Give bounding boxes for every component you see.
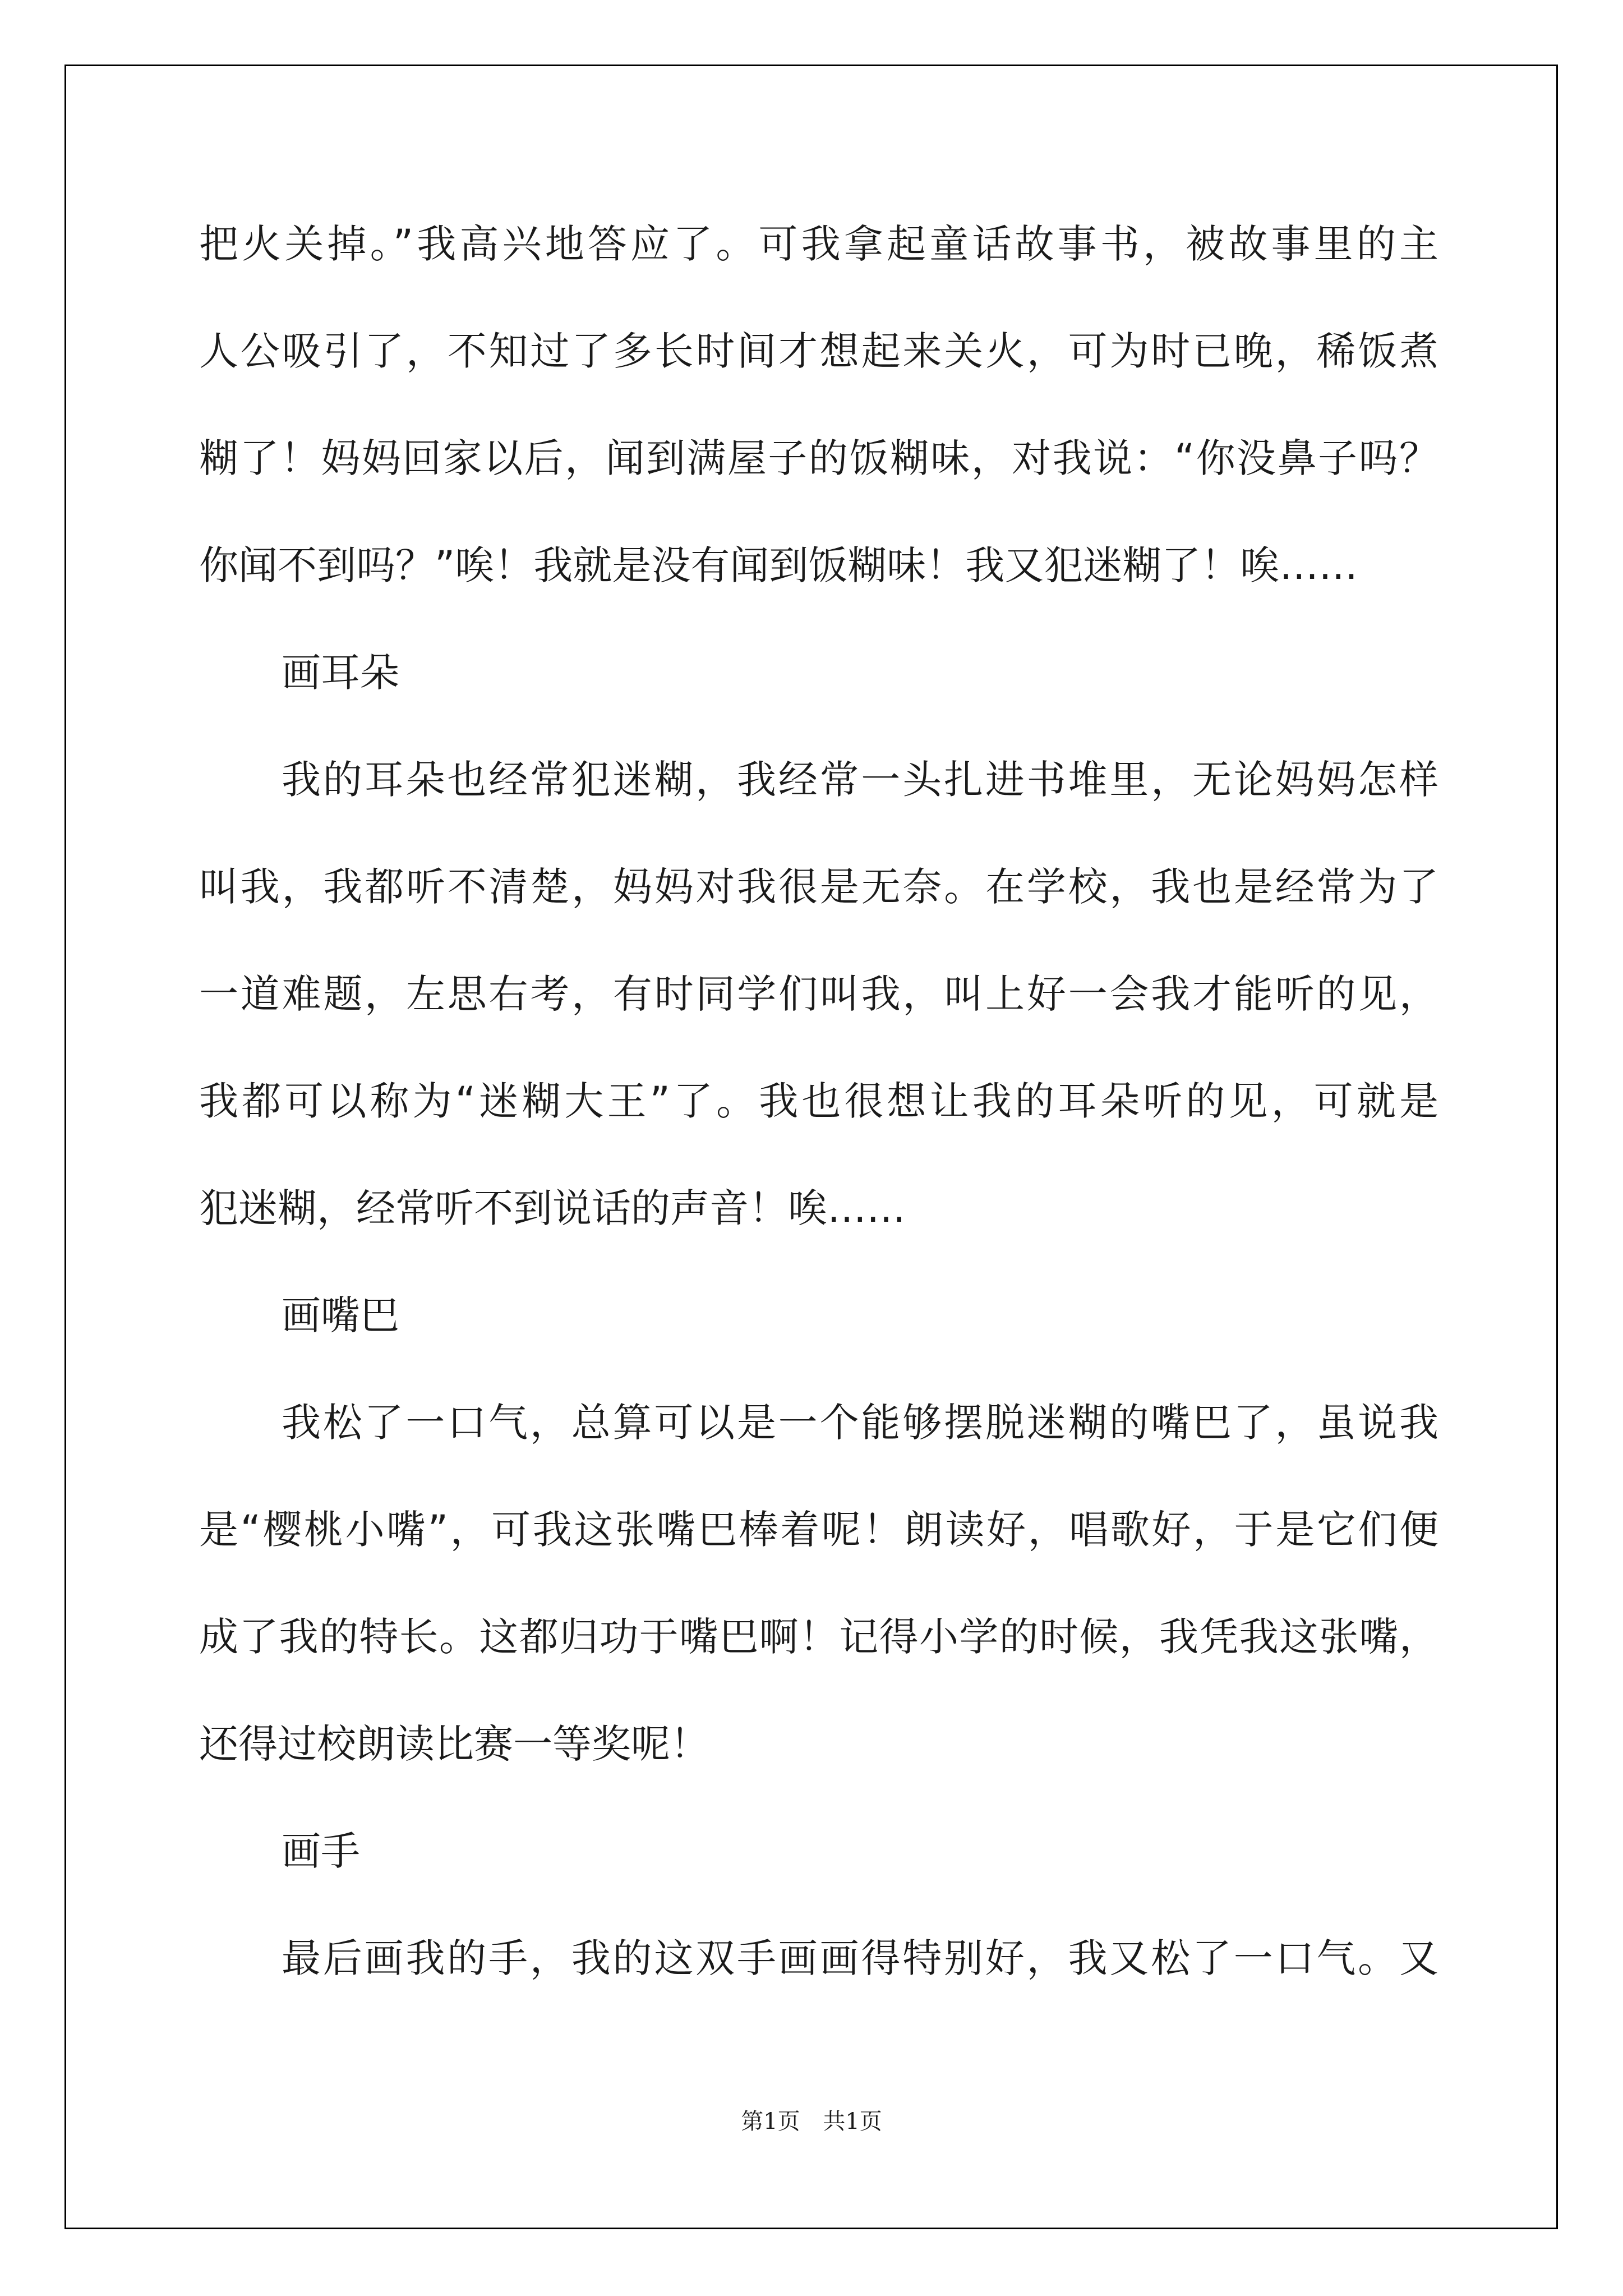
paragraph-line: 犯迷糊，经常听不到说话的声音！唉……	[199, 1185, 906, 1231]
section-heading: 画嘴巴	[282, 1292, 399, 1338]
paragraph-line: 我的耳朵也经常犯迷糊，我经常一头扎进书堆里，无论妈妈怎样	[282, 757, 1438, 803]
paragraph-line: 最后画我的手，我的这双手画画得特别好，我又松了一口气。又	[282, 1935, 1438, 1981]
section-heading: 画手	[282, 1828, 360, 1874]
paragraph-line: 成了我的特长。这都归功于嘴巴啊！记得小学的时候，我凭我这张嘴，	[199, 1614, 1438, 1660]
paragraph-line: 把火关掉。”我高兴地答应了。可我拿起童话故事书，被故事里的主	[199, 221, 1438, 267]
paragraph-line: 你闻不到吗？”唉！我就是没有闻到饭糊味！我又犯迷糊了！唉……	[199, 542, 1358, 588]
paragraph-line: 是“樱桃小嘴”，可我这张嘴巴棒着呢！朗读好，唱歌好，于是它们便	[199, 1507, 1438, 1553]
page-number-current: 第1页	[741, 2109, 800, 2134]
paragraph-line: 叫我，我都听不清楚，妈妈对我很是无奈。在学校，我也是经常为了	[199, 864, 1438, 910]
page-footer	[0, 2104, 1623, 2136]
paragraph-line: 还得过校朗读比赛一等奖呢！	[199, 1721, 709, 1767]
paragraph-line: 一道难题，左思右考，有时同学们叫我，叫上好一会我才能听的见，	[199, 971, 1438, 1017]
section-heading: 画耳朵	[282, 650, 399, 696]
page-border	[64, 65, 1558, 2229]
paragraph-line: 我都可以称为“迷糊大王”了。我也很想让我的耳朵听的见，可就是	[199, 1078, 1438, 1124]
paragraph-line: 人公吸引了，不知过了多长时间才想起来关火，可为时已晚，稀饭煮	[199, 328, 1438, 374]
page-number-total: 共1页	[823, 2109, 882, 2134]
paragraph-line: 糊了！妈妈回家以后，闻到满屋子的饭糊味，对我说：“你没鼻子吗？	[199, 435, 1438, 481]
paragraph-line: 我松了一口气，总算可以是一个能够摆脱迷糊的嘴巴了，虽说我	[282, 1400, 1438, 1446]
